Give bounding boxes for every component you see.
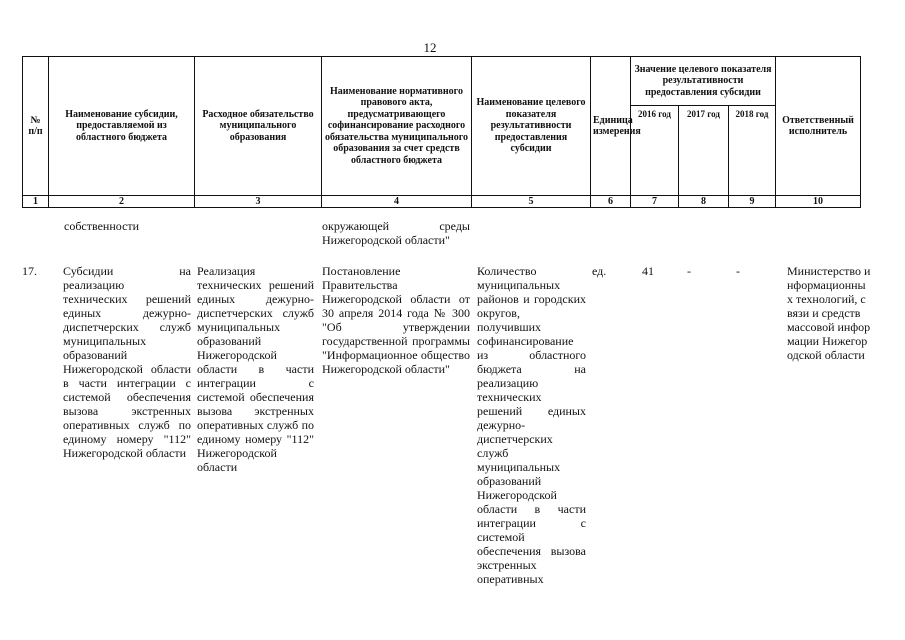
row-number: 17. (22, 264, 37, 278)
row-value-2016: 41 (642, 264, 654, 278)
column-number: 7 (631, 196, 679, 208)
header-year-2018: 2018 год (729, 106, 776, 196)
header-year-2016: 2016 год (631, 106, 679, 196)
header-year-2017: 2017 год (679, 106, 729, 196)
column-number: 2 (49, 196, 195, 208)
row-executor: Министерство информационных технологий, связи и средств массовой информации Нижегородской области (787, 264, 871, 362)
header-col-act: Наименование нормативного правового акта, предусматривающего софинансирование расходного обязательства муниципального образования за счет средств областного бюджета (322, 57, 472, 196)
column-number: 4 (322, 196, 472, 208)
row-indicator: Количество муниципальных районов и городских округов, получивших софинансирование из областного бюджета на реализацию технических решений единых дежурно-диспетчерских служб муниципальных образований Нижегородской области в части интеграции с системой обеспечения вызова экстренных оперативных (477, 264, 586, 586)
header-table (22, 56, 861, 208)
row-unit: ед. (592, 264, 607, 278)
row-value-2018: - (736, 264, 740, 278)
header-col-values: Значение целевого показателя результативности предоставления субсидии (631, 57, 776, 106)
column-number: 3 (195, 196, 322, 208)
column-number: 5 (472, 196, 591, 208)
row-obligation: Реализация технических решений единых дежурно-диспетчерских служб муниципальных образований Нижегородской области в части интеграции с системой обеспечения вызова экстренных оперативных служб по единому номеру "112" Нижегородской области (197, 264, 314, 474)
page-number: 12 (423, 40, 437, 55)
column-number: 9 (729, 196, 776, 208)
column-number: 1 (23, 196, 49, 208)
header-col-subsidy: Наименование субсидии, предоставляемой из областного бюджета (49, 57, 195, 196)
continuation-subsidy: собственности (64, 219, 140, 233)
header-col-executor: Ответственный исполнитель (776, 57, 861, 196)
column-number: 8 (679, 196, 729, 208)
row-subsidy-name: Субсидии на реализацию технических решений единых дежурно-диспетчерских служб муниципальных образований Нижегородской области в части интеграции с системой обеспечения вызова экстренных оперативных служб по единому номеру "112" Нижегородской области (63, 264, 191, 460)
header-col-unit: Единица измерения (591, 57, 631, 196)
header-col-indicator: Наименование целевого показателя результативности предоставления субсидии (472, 57, 591, 196)
continuation-act: окружающей среды Нижегородской области" (322, 219, 470, 247)
header-col-number: № п/п (23, 57, 49, 196)
column-number: 10 (776, 196, 861, 208)
row-value-2017: - (687, 264, 691, 278)
row-act: Постановление Правительства Нижегородской области от 30 апреля 2014 года № 300 "Об утверждении государственной программы "Информационное общество Нижегородской области" (322, 264, 470, 376)
header-col-obligation: Расходное обязательство муниципального образования (195, 57, 322, 196)
column-number: 6 (591, 196, 631, 208)
